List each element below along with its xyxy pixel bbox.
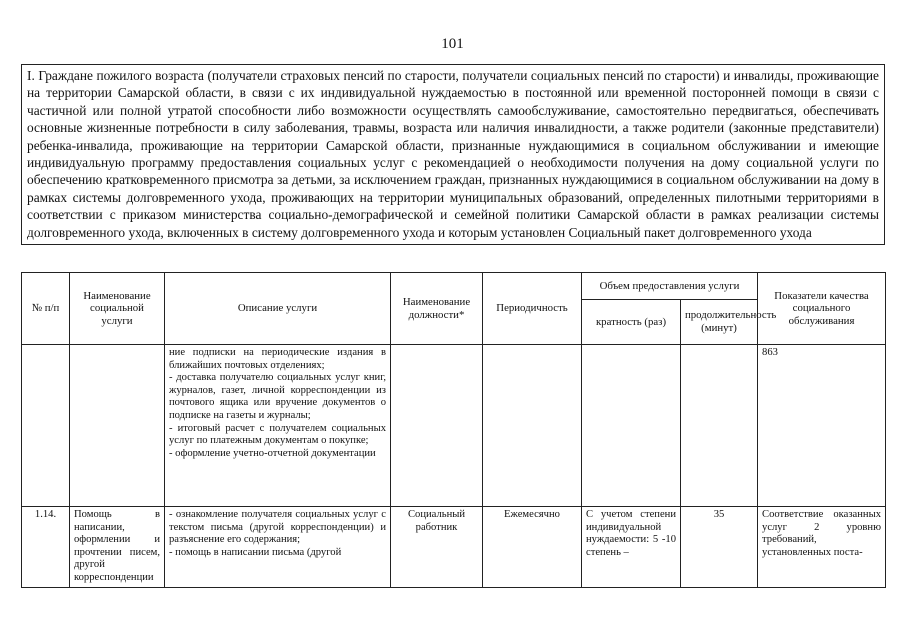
description-line: - итоговый расчет с получателем социальных услуг по платежным документам о покупке; — [169, 422, 386, 447]
row-description — [165, 345, 391, 507]
header-num: № п/п — [22, 273, 70, 345]
section-heading: I. Граждане пожилого возраста (получатели страховых пенсий по старости, получатели социальных пенсий по старости) и инвалиды, проживающие на территории Самарской области, в связи с их индивидуальной нуждаемостью в постоянной или временной посторонней помощи в связи с частичной или полной утратой способности либо возможности осуществлять самообслуживание, самостоятельно передвигаться, обеспечивать основные жизненные потребности в силу заболевания, травмы, возраста или наличия инвалидности, а также родители (законные представители) ребенка-инвалида, проживающие на территории Самарской области, признанные нуждающимися в социальном обслуживании и имеющие индивидуальную программу предоставления социальных услуг с рекомендацией о необходимости получения на дому социальной услуги по обеспечению кратковременного присмотра за детьми, за исключением граждан, признанных нуждающимися в социальном обслуживании на дому в рамках системы долговременного ухода, проживающих на территории муниципальных образований, определенных пилотными территориями в соответствии с приказом министерства социально-демографической и семейной политики Самарской области в рамках реализации системы долговременного ухода, включенных в систему долговременного ухода и которым установлен Социальный пакет долговременного ухода — [21, 64, 885, 245]
row-position — [391, 345, 483, 507]
header-frequency: кратность (раз) — [582, 300, 681, 345]
description-line: ние подписки на периодические издания в ближайших почтовых отделениях; — [169, 347, 386, 371]
row-duration — [681, 345, 758, 507]
row-num — [22, 345, 70, 507]
row-quality: 863 — [758, 345, 886, 507]
row-quality: Соответствие оказанных услуг 2 уровню требований, установленных поста- — [758, 507, 886, 588]
page-number: 101 — [441, 36, 464, 52]
table-row — [22, 345, 886, 507]
description-line: - ознакомление получателя социальных услуг с текстом письма (другой корреспонденции) и разъяснение его содержания; — [169, 509, 386, 546]
row-position: Социальный работник — [391, 507, 483, 588]
row-periodicity: Ежемесячно — [483, 507, 582, 588]
row-periodicity — [483, 345, 582, 507]
row-duration: 35 — [681, 507, 758, 588]
header-duration: продолжительность (минут) — [681, 300, 758, 345]
header-service-name: Наименование социальной услуги — [70, 273, 165, 345]
row-frequency: С учетом степени индивидуальной нуждаемости: 5 -10 степень – — [582, 507, 681, 588]
header-position: Наименование должности* — [391, 273, 483, 345]
row-service-name — [70, 345, 165, 507]
row-num: 1.14. — [22, 507, 70, 588]
header-description: Описание услуги — [165, 273, 391, 345]
row-frequency — [582, 345, 681, 507]
services-table — [21, 272, 886, 588]
header-periodicity: Периодичность — [483, 273, 582, 345]
description-line: - оформление учетно-отчетной документации — [169, 447, 376, 459]
row-service-name: Помощь в написании, оформлении и прочтении писем, другой корреспонденции — [70, 507, 165, 588]
table-row — [22, 507, 886, 588]
description-line: - доставка получателю социальных услуг книг, журналов, газет, личной корреспонденции из почтового ящика или вручение документов о подписке на газеты и журналы; — [169, 372, 386, 421]
description-line: - помощь в написании письма (другой — [169, 546, 342, 558]
row-description — [165, 507, 391, 588]
header-volume: Объем предоставления услуги — [582, 273, 758, 300]
header-quality: Показатели качества социального обслуживания — [758, 273, 886, 345]
